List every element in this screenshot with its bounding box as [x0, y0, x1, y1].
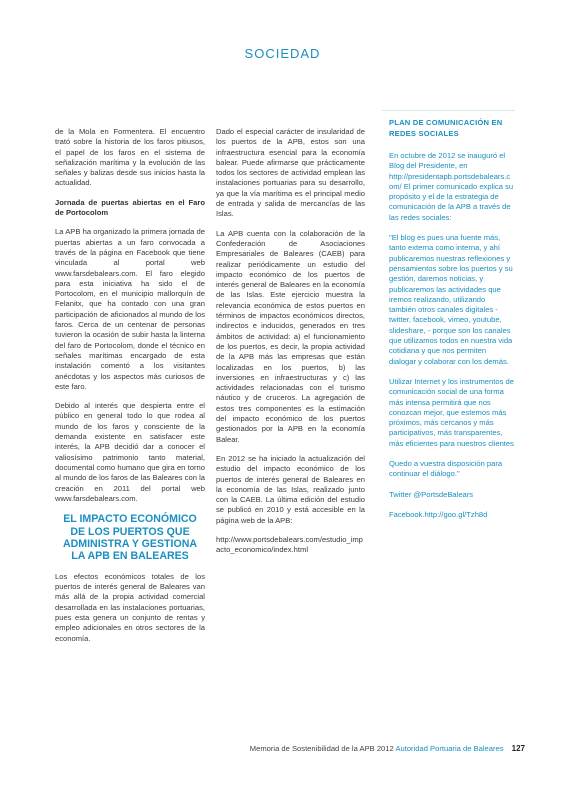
paragraph: Los efectos económicos totales de los puertos de interés general de Baleares van más allá de la propia actividad comercial desarrollada en las instalaciones portuarias, pues esta genera un conjunto de rentas y empleo adicionales en otros sectores de la economía. [55, 571, 205, 643]
paragraph: Dado el especial carácter de insularidad de los puertos de la APB, estos son una infraestructura esencial para la economía balear. Puede afirmarse que prácticamente todos los sectores de actividad emplean las instalaciones portuarias para su desarrollo, ya que la vía marítima es el principal medio de entrada y salida de mercancías de las Islas. [216, 127, 365, 219]
study-link[interactable]: http://www.portsdebalears.com/estudio_impacto_economico/index.html [216, 534, 363, 555]
column-middle [216, 127, 365, 565]
page-number: 127 [511, 744, 525, 753]
paragraph: La APB cuenta con la colaboración de la Confederación de Asociaciones Empresariales de Baleares (CAEB) para realizar periódicamente un estudio del impacto económico de los puertos de interés general de Baleares en la economía de las Islas. Este ejercicio muestra la relevancia económica de estos puertos en términos de impactos económicos directos, indirectos e inducidos, generados en tres ámbitos de actividad: a) el funcionamiento de los puertos, es decir, la propia actividad de la APB más las empresas que están localizadas en los puertos, b) las inversiones en infraestructuras y c) las actividades relacionadas con el turismo náutico y de cruceros. La agregación de estos tres componentes es la estimación del impacto económico de los puertos gestionados por la APB en la economía Balear. [216, 228, 365, 444]
quote-paragraph: "El blog es pues una fuente más, tanto externa como interna, y ahí publicaremos nuestras reflexiones y pensamientos sobre los puertos y su gestión, daremos noticias, y publicaremos las actividades que iremos realizando, utilizando también otros canales digitales -twitter, facebook, vimeo, youtube, slideshare, - porque son los canales que utilizamos todos en nuestra vida cotidiana y que nos permiten dialogar y colaborar con los demás. [389, 233, 513, 366]
sidebar-social-media [389, 118, 514, 530]
facebook-link[interactable]: Facebook.http://goo.gl/Tzh8d [389, 509, 488, 519]
paragraph: Debido al interés que despierta entre el público en general todo lo que rodea al mundo de los faros y consciente de la demanda existente en satisfacer este interés, la APB decidió dar a conocer el valiosísimo patrimonio tanto material, documental como humano que gira en torno al mundo de los faros de las Baleares con la creación en 2011 del portal web www.farsdebalears.com. [55, 401, 205, 503]
footer-text: Memoria de Sostenibilidad de la APB 2012 [249, 744, 394, 753]
twitter-link[interactable]: Twitter @PortsdeBalears [389, 489, 474, 499]
paragraph: de la Mola en Formentera. El encuentro trató sobre la historia de los faros pitiusos, el papel de los faros en el sistema de señalización marítima y la evolución de las señales y balizas desde sus inicios hasta la actualidad. [55, 127, 205, 188]
sidebar-heading: PLAN DE COMUNICACIÓN EN REDES SOCIALES [389, 118, 503, 138]
sidebar-divider [382, 110, 515, 111]
column-left [55, 127, 205, 653]
subheading: Jornada de puertas abiertas en el Faro de Portocolom [55, 197, 205, 218]
page-footer [250, 744, 525, 753]
quote-paragraph: Quedo a vuestra disposición para continuar el diálogo." [389, 459, 503, 479]
paragraph: En octubre de 2012 se inauguró el Blog del Presidente, en http://presidentapb.portsdebalears.com/ El primer comunicado explica su propósito y el de la estrategia de comunicación de la APB a través de las redes sociales: [389, 151, 514, 222]
paragraph: En 2012 se ha iniciado la actualización del estudio del impacto económico de los puertos de interés general de Baleares en la economía de las Islas, realizado junto con la CAEB. La última edición del estudio se publicó en 2010 y está accesible en la página web de la APB: [216, 453, 365, 525]
section-heading: EL IMPACTO ECONÓMICO DE LOS PUERTOS QUE ADMINISTRA Y GESTIONA LA APB EN BALEARES [62, 513, 197, 563]
section-title: SOCIEDAD [244, 46, 321, 61]
footer-organization: Autoridad Portuaria de Baleares [395, 744, 504, 753]
quote-paragraph: Utilizar Internet y los instrumentos de comunicación social de una forma más intensa permitirá que nos conozcan mejor, que estemos más próximos, más cercanos y más participativos, más transparentes, más eficientes para nuestros clientes [389, 376, 514, 448]
paragraph: La APB ha organizado la primera jornada de puertas abiertas a un faro convocada a través de la página en Facebook que tiene vinculada al portal web www.farsdebalears.com. El faro elegido para esta iniciativa ha sido el de Portocolom, en el municipio mallorquín de Felanitx, que ha contado con una gran participación de aficionados al mundo de los faros. Cerca de un centenar de personas tuvieron la ocasión de subir hasta la linterna del faro de Portocolom, donde el técnico en señales marítimas encargado de esta instalación comentó a los visitantes anécdotas y los aspectos más curiosos de este faro. [55, 227, 205, 391]
